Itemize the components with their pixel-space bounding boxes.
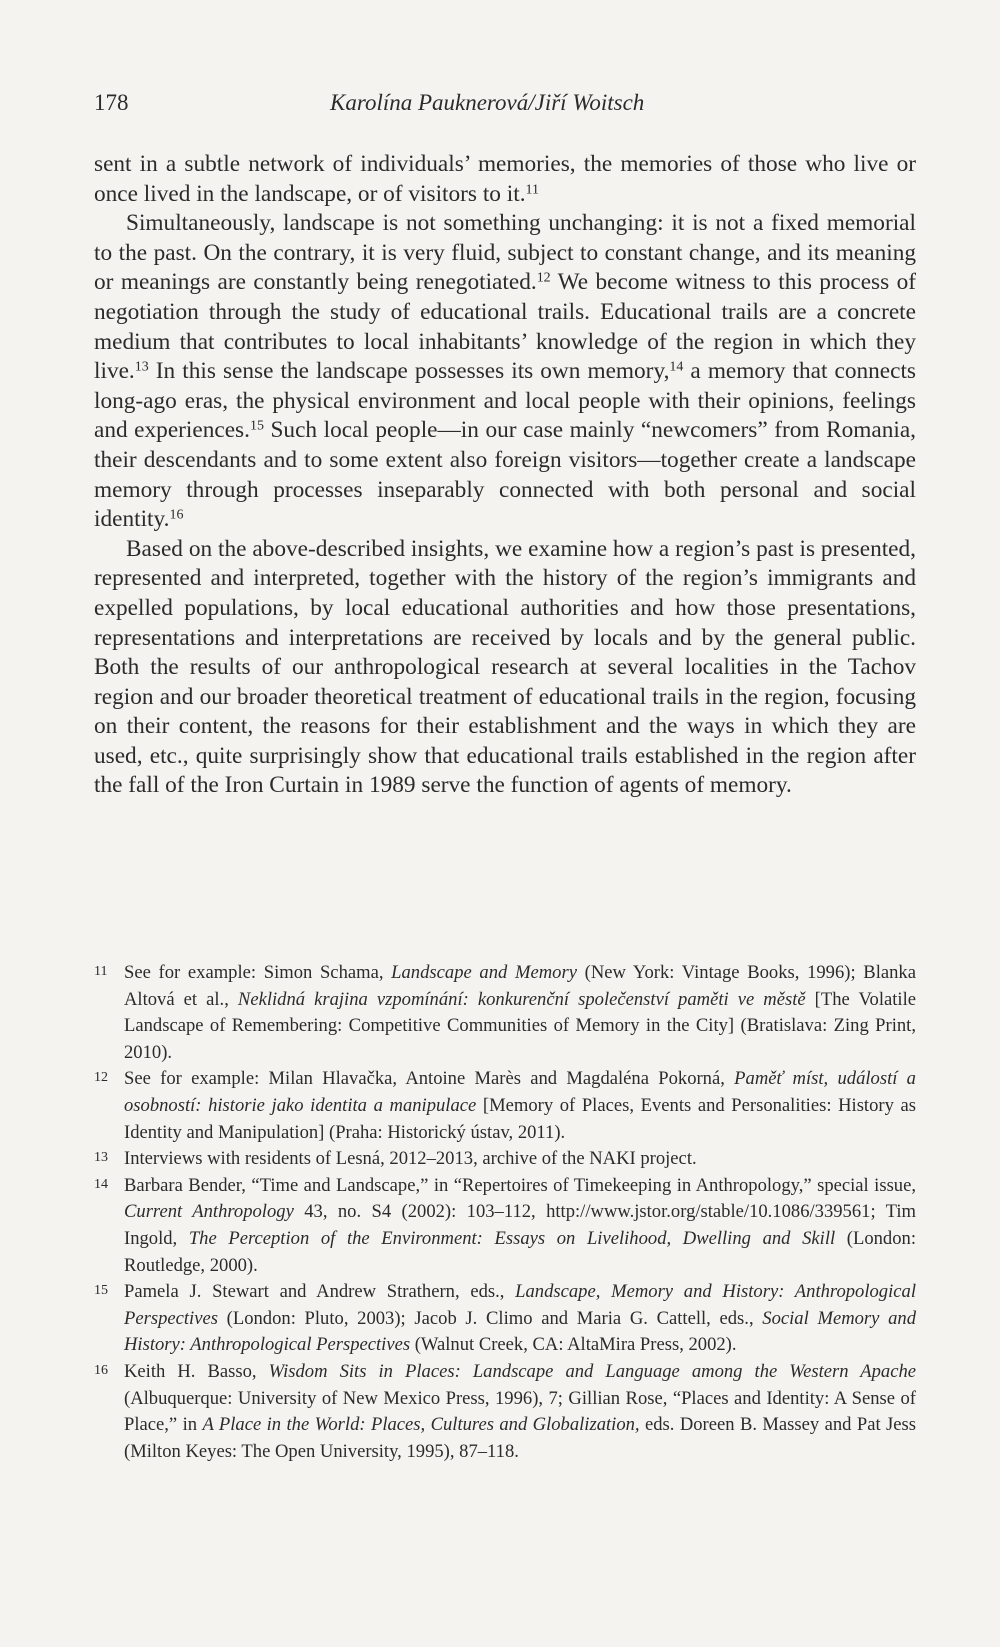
footnote-14 xyxy=(94,1173,916,1279)
footnotes xyxy=(94,960,916,1465)
footnote-text: Pamela J. Stewart and Andrew Strathern, eds., xyxy=(124,1281,516,1303)
paragraph-text: sent in a subtle network of individuals’ memories, the memories of those who live or once lived in the landscape, or of visitors to it. xyxy=(94,151,916,207)
footnote-text: (Walnut Creek, CA: AltaMira Press, 2002). xyxy=(410,1334,737,1356)
footnote-ref: 16 xyxy=(169,507,184,523)
footnote-number: 15 xyxy=(94,1283,108,1299)
footnote-ref: 12 xyxy=(536,270,551,286)
footnote-title: Neklidná krajina vzpomínání: konkurenční společenství paměti ve městě xyxy=(237,988,806,1010)
footnote-12 xyxy=(94,1066,916,1146)
running-head xyxy=(94,90,914,126)
footnote-text: (London: Pluto, 2003); Jacob J. Climo and Maria G. Cattell, eds., xyxy=(217,1307,763,1329)
body-text xyxy=(94,150,916,801)
footnote-ref: 13 xyxy=(134,359,149,375)
footnote-text: See for example: Milan Hlavačka, Antoine Marès and Magdaléna Pokorná, xyxy=(124,1068,735,1090)
paragraph-text: Based on the above-described insights, we examine how a region’s past is presented, represented and interpreted, together with the history of the region’s immigrants and expelled populations, by local educational authorities and how those presentations, representations and interpretations are received by locals and by the general public. Both the results of our anthropological research at several localities in the Tachov region and our broader theoretical treatment of educational trails in the region, focusing on their content, the reasons for their establishment and the ways in which they are used, etc., quite surprisingly show that educational trails established in the region after the fall of the Iron Curtain in 1989 serve the function of agents of memory. xyxy=(94,535,916,799)
footnote-ref: 14 xyxy=(669,359,684,375)
footnote-text: Keith H. Basso, xyxy=(124,1360,269,1382)
paragraph-text: We become witness to this process of negotiation through the study of educational trails. Educational trails are a concrete medium that contributes to local inhabitants’ knowledge of the region in which they live. xyxy=(94,269,916,385)
footnote-text: Interviews with residents of Lesná, 2012–2013, archive of the NAKI project. xyxy=(124,1148,697,1170)
footnote-title: Current Anthropology xyxy=(124,1201,294,1223)
running-title: Karolína Pauknerová/Jiří Woitsch xyxy=(330,90,645,115)
paragraph-1 xyxy=(94,150,916,209)
footnote-text: [The Volatile Landscape of Remembering: Competitive Communities of Memory in the City] (Bratislava: Zing Print, 2010). xyxy=(124,988,916,1063)
footnote-title: Paměť míst, událostí a osobností: historie jako identita a manipulace xyxy=(124,1068,916,1116)
footnote-16 xyxy=(94,1359,916,1465)
footnote-number: 11 xyxy=(94,964,108,979)
footnote-number: 12 xyxy=(94,1070,108,1086)
footnote-title: A Place in the World: Places, Cultures and Globalization, xyxy=(202,1414,640,1436)
footnote-text: eds. Doreen B. Massey and Pat Jess (Milton Keyes: The Open University, 1995), 87–118. xyxy=(124,1414,916,1462)
footnote-title: Landscape, Memory and History: Anthropological Perspectives xyxy=(124,1281,916,1329)
footnote-ref: 11 xyxy=(525,181,539,197)
footnote-text: See for example: Simon Schama, xyxy=(124,962,392,983)
footnote-ref: 15 xyxy=(249,418,264,434)
page-number: 178 xyxy=(94,90,129,115)
footnote-title: Landscape and Memory xyxy=(391,962,577,983)
paragraph-text: Such local people—in our case mainly “newcomers” from Romania, their descendants and to some extent also foreign visitors—together create a landscape memory through processes inseparably connected with both personal and social identity. xyxy=(94,417,916,533)
paragraph-text: a memory that connects long-ago eras, the physical environment and local people with their opinions, feelings and experiences. xyxy=(94,358,916,444)
paragraph-2 xyxy=(94,209,916,535)
footnote-title: Social Memory and History: Anthropological Perspectives xyxy=(124,1307,916,1356)
footnote-15 xyxy=(94,1279,916,1359)
footnote-number: 13 xyxy=(94,1150,108,1166)
paragraph-3 xyxy=(94,535,916,801)
footnote-11 xyxy=(94,960,916,1066)
paragraph-text: Simultaneously, landscape is not something unchanging: it is not a fixed memorial to the past. On the contrary, it is very fluid, subject to constant change, and its meaning or meanings are constantly being renegotiated. xyxy=(94,210,916,296)
footnote-text: (London: Routledge, 2000). xyxy=(124,1227,916,1276)
footnote-text: (New York: Vintage Books, 1996); Blanka Altová et al., xyxy=(124,962,916,1010)
paragraph-text: In this sense the landscape possesses its own memory, xyxy=(148,358,670,385)
footnote-13 xyxy=(94,1146,916,1173)
footnote-text: [Memory of Places, Events and Personalities: History as Identity and Manipulation] (Praha: Historický ústav, 2011). xyxy=(124,1094,916,1143)
footnote-title: Wisdom Sits in Places: Landscape and Language among the Western Apache xyxy=(268,1360,916,1382)
footnote-title: The Perception of the Environment: Essays on Livelihood, Dwelling and Skill xyxy=(188,1227,836,1249)
footnote-text: Barbara Bender, “Time and Landscape,” in “Repertoires of Timekeeping in Anthropology,” special issue, xyxy=(124,1174,916,1196)
footnote-number: 14 xyxy=(94,1176,108,1192)
footnote-text: 43, no. S4 (2002): 103–112, http://www.jstor.org/stable/10.1086/339561; Tim Ingold, xyxy=(124,1201,917,1249)
footnote-number: 16 xyxy=(94,1362,108,1378)
footnote-text: (Albuquerque: University of New Mexico Press, 1996), 7; Gillian Rose, “Places and Identity: A Sense of Place,” in xyxy=(124,1387,916,1436)
